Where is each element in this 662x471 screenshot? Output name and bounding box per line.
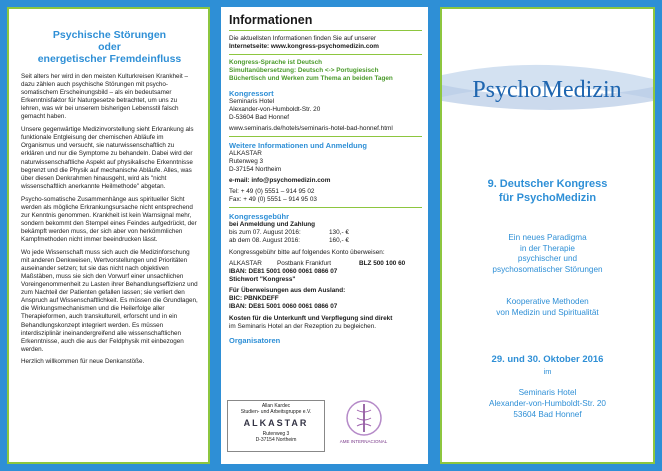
language-info [229, 59, 422, 83]
text-line: Kongress-Sprache ist Deutsch [229, 59, 323, 66]
heading-line: oder [98, 41, 121, 53]
alkastar-logo [227, 400, 325, 452]
text-line: psychischer und [517, 254, 578, 263]
text-line: Kongressgebühr bitte auf folgendes Konto überweisen: [229, 249, 385, 256]
registration-title: Weitere Informationen und Anmeldung [229, 141, 367, 150]
bank-branch: Postbank Frankfurt [277, 260, 331, 267]
congress-title [442, 177, 653, 205]
text-line: von Medizin und Spiritualität [496, 307, 599, 317]
venue-link[interactable]: www.seminaris.de/hotels/seminaris-hotel-bad-honnef.html [229, 125, 393, 132]
fee-value: 160,- € [329, 237, 349, 244]
text-line: D-37154 Northeim [229, 166, 282, 173]
email-link[interactable]: e-mail: info@psychomedizin.com [229, 177, 331, 184]
panel-middle [221, 7, 428, 464]
iban: IBAN: DE81 5001 0060 0061 0866 07 [229, 268, 338, 275]
logo-text: Studien- und Arbeitsgruppe e.V. [240, 409, 312, 415]
fee-row [229, 229, 422, 237]
congress-date: 29. und 30. Oktober 2016 [491, 354, 604, 365]
text-line: in der Therapie [520, 243, 575, 253]
fees [229, 221, 422, 331]
text-line: Simultanübersetzung: Deutsch <-> Portugiesisch [229, 67, 379, 74]
text-line: Ein neues Paradigma [508, 233, 587, 242]
intro [229, 35, 422, 51]
psychomedizin-logo [442, 57, 653, 117]
caduceus-icon [344, 398, 384, 438]
paragraph: Psycho-somatische Zusammenhänge aus spiritueller Sicht werden als mögliche Erkrankungsursache nicht entsprechend zur Kenntnis genommen. Krankheit ist kein Warnsignal mehr, sondern bekommt den Stempel eines Feindes aufgedrückt, der bekämpft werden muss, der sich aber von herkömmlichen Kampfmethoden nicht immer beeindrucken lässt. [21, 195, 197, 243]
panel-cover [440, 7, 655, 464]
panel-left [7, 7, 210, 464]
logo-text: Allan Kardec [261, 403, 291, 409]
text-line: bei Anmeldung und Zahlung [229, 221, 316, 228]
divider [229, 54, 422, 55]
fee-label: ab dem 08. August 2016: [229, 237, 301, 244]
text-line: D-53604 Bad Honnef [229, 114, 290, 121]
text-line: Die aktuellsten Informationen finden Sie auf unserer [229, 35, 377, 42]
hotel [442, 387, 653, 420]
text-line: Büchertisch und Werken zum Thema an beiden Tagen [229, 75, 393, 82]
reference: Stichwort "Kongress" [229, 276, 296, 283]
text-line: Internetseite: www.kongress-psychomedizin.com [229, 43, 379, 50]
bic: BIC: PBNKDEFF [229, 295, 279, 302]
paragraph: Wo jede Wissenschaft muss sich auch die Medizinforschung mit anderen Denkweisen, Wertvorstellungen und Prioritäten auseinander setzen; tut sie das nicht nach objektiven Maßstäben, muss sie sich den Vorwurf einer unsachlichen Voreingenommenheit zu Lasten ihrer Behandlungseffizienz und zum Nachteil der Patienten gefallen lassen; sie verliert den Anspruch auf Wissenschaftlichkeit. Es müssen die Grundlagen, die Wirkungsmechanismen und die Heilerfolge aller Therapieformen, auch transkulturell, erforscht und in ein Behandlungskonzept integriert werden. Es müssen interdisziplinär ineinandergreifend alle wissenschaftlichen Erkenntnisse, auch die aus der Feldphysik mit einbezogen werden. [21, 248, 198, 353]
logo-text: D-37154 Northeim [255, 437, 297, 443]
heading-line: Psychische Störungen [52, 29, 167, 41]
registration [229, 150, 422, 204]
text-line: Rutenweg 3 [229, 158, 264, 165]
text-line: Für Überweisungen aus dem Ausland: [229, 287, 346, 294]
panel1-heading [21, 29, 198, 65]
paragraph: Unsere gegenwärtige Medizinvorstellung sieht Erkrankung als funktionale Entgleisung der chemischen Abläufe im Organismus und versucht, sie naturwissenschaftlich zu erklären und nur die Symptome zu behandeln. Dabei wird der naturwissenschaftliche Aspekt auf physikalische Erkenntnisse begrenzt und die Physik auf mechanische Abläufe. Alles, was über diesen Denkrahmen hinausgeht, wird als "nicht wissenschaftlich anerkannte Heilmethode" abgetan. [21, 126, 194, 190]
divider [229, 136, 422, 137]
fee-row [229, 237, 422, 245]
info-title: Informationen [229, 13, 313, 27]
fee-value: 130,- € [329, 229, 349, 236]
text-line: Kooperative Methoden [506, 297, 589, 306]
bank-code: BLZ 500 100 60 [359, 260, 406, 267]
text-line: im Seminaris Hotel an der Rezeption zu begleichen. [229, 323, 377, 330]
logo-text: Rutenweg 3 [262, 431, 290, 437]
venue [229, 98, 422, 133]
fax: Fax: + 49 (0) 5551 – 914 95 03 [229, 196, 317, 203]
paragraph: Seit alters her wird in den meisten Kulturkreisen Krankheit – dazu zählen auch psychische Störungen mit psycho-somatischem Erscheinungsbild – als ein bedeutsamer Erkenntnisfaktor für Naturgesetze betrachtet, um uns zu lehren, was wir bei unserem bisherigen Lebensstil falsch gemacht haben. [21, 73, 188, 121]
text-line: ALKASTAR [229, 150, 262, 157]
paradigm [442, 233, 653, 275]
bank-name: ALKASTAR [229, 260, 262, 267]
logo-text: AME INTERNACIONAL [339, 439, 388, 444]
iban: IBAN: DE81 5001 0060 0061 0866 07 [229, 303, 338, 310]
venue-title: Kongressort [229, 89, 274, 98]
fee-label: bis zum 07. August 2016: [229, 229, 301, 236]
title-line: 9. Deutscher Kongress [487, 178, 608, 190]
divider [229, 207, 422, 208]
text-line: 53604 Bad Honnef [513, 410, 582, 419]
text-line: psychosomatischer Störungen [492, 264, 603, 274]
text-line: Seminaris Hotel [229, 98, 275, 105]
divider [229, 30, 422, 31]
logo-text: ALKASTAR [243, 418, 309, 428]
methods [442, 297, 653, 318]
fee-title: Kongressgebühr [229, 212, 290, 221]
phone: Tel: + 49 (0) 5551 – 914 95 02 [229, 188, 315, 195]
ame-logo [336, 398, 391, 452]
logo-text: PsychoMedizin [472, 77, 622, 103]
text-line: Alexander-von-Humboldt-Str. 20 [489, 399, 606, 408]
text-line: Alexander-von-Humboldt-Str. 20 [229, 106, 321, 113]
text-line: Kosten für die Unterkunft und Verpflegung sind direkt [229, 315, 393, 322]
organizers-title: Organisatoren [229, 336, 281, 345]
paragraph: Herzlich willkommen für neue Denkanstöße. [21, 358, 145, 366]
title-line: für PsychoMedizin [498, 192, 597, 204]
text-line: im [543, 367, 552, 376]
text-line: Seminaris Hotel [518, 388, 577, 397]
bank-row [229, 260, 422, 268]
heading-line: energetischer Fremdeinfluss [37, 53, 182, 65]
